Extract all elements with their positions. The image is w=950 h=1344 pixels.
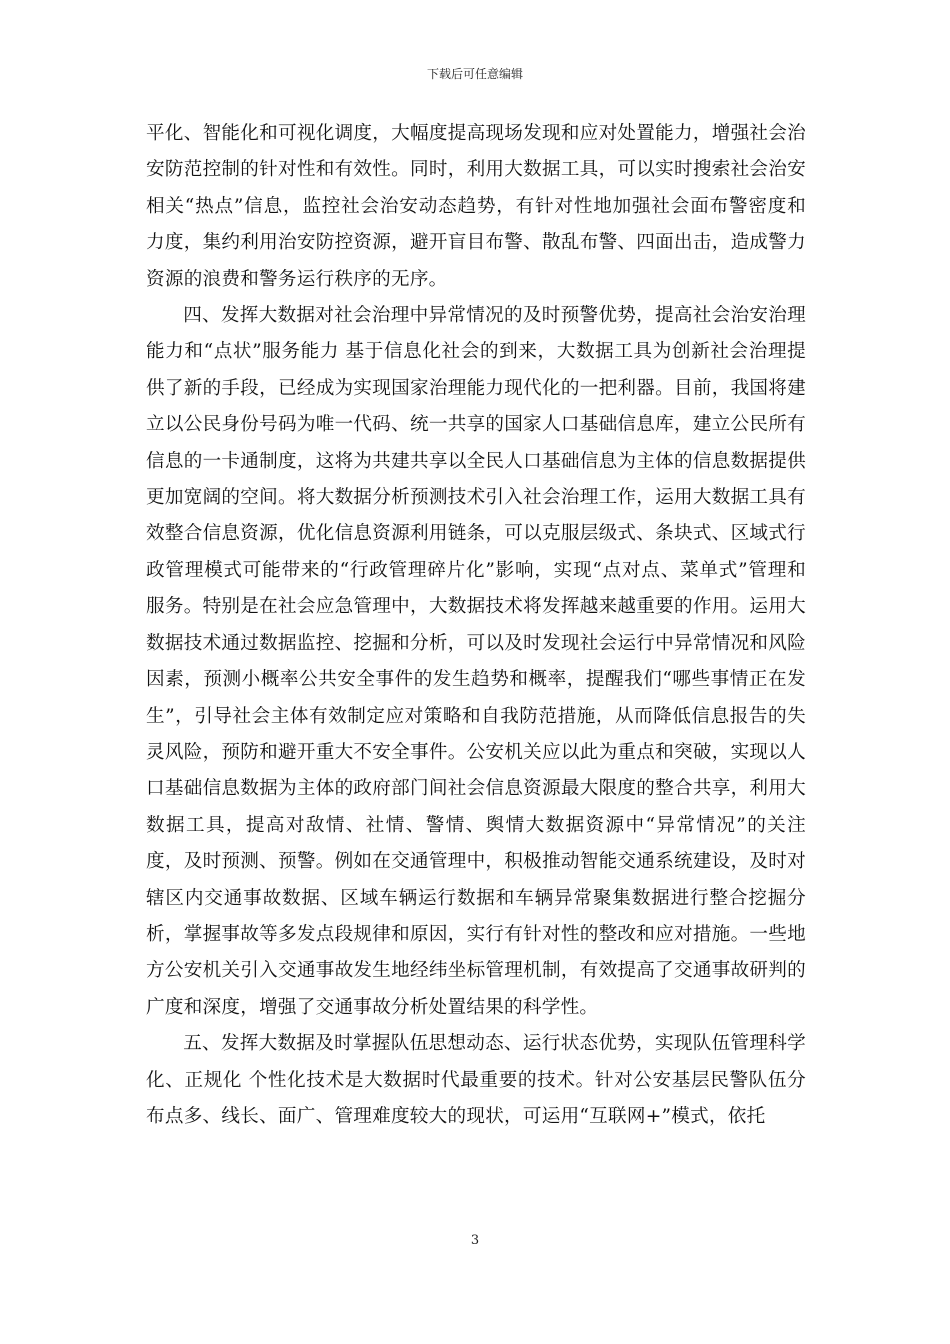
paragraph-section-five: 五、发挥大数据及时掌握队伍思想动态、运行状态优势，实现队伍管理科学化、正规化 个性化技术是大数据时代最重要的技术。针对公安基层民警队伍分布点多、线长、面广、管理难度较大的现状，可运用“互联网+”模式，依托 bbox=[146, 1033, 806, 1127]
body-text bbox=[146, 116, 806, 1135]
page-header: 下载后可任意编辑 bbox=[426, 67, 523, 81]
paragraph-section-four: 四、发挥大数据对社会治理中异常情况的及时预警优势，提高社会治安治理能力和“点状”服务能力 基于信息化社会的到来，大数据工具为创新社会治理提供了新的手段，已经成为实现国家治理能力现代化的一把利器。目前，我国将建立以公民身份号码为唯一代码、统一共享的国家人口基础信息库，建立公民所有信息的一卡通制度，这将为共建共享以全民人口基础信息为主体的信息数据提供更加宽阔的空间。将大数据分析预测技术引入社会治理工作，运用大数据工具有效整合信息资源，优化信息资源利用链条，可以克服层级式、条块式、区域式行政管理模式可能带来的“行政管理碎片化”影响，实现“点对点、菜单式”管理和服务。特别是在社会应急管理中，大数据技术将发挥越来越重要的作用。运用大数据技术通过数据监控、挖掘和分析，可以及时发现社会运行中异常情况和风险因素，预测小概率公共安全事件的发生趋势和概率，提醒我们“哪些事情正在发生”，引导社会主体有效制定应对策略和自我防范措施，从而降低信息报告的失灵风险，预防和避开重大不安全事件。公安机关应以此为重点和突破，实现以人口基础信息数据为主体的政府部门间社会信息资源最大限度的整合共享，利用大数据工具，提高对敌情、社情、警情、舆情大数据资源中“异常情况”的关注度，及时预测、预警。例如在交通管理中，积极推动智能交通系统建设，及时对辖区内交通事故数据、区域车辆运行数据和车辆异常聚集数据进行整合挖掘分析，掌握事故等多发点段规律和原因，实行有针对性的整改和应对措施。一些地方公安机关引入交通事故发生地经纬坐标管理机制，有效提高了交通事故研判的广度和深度，增强了交通事故分析处置结果的科学性。 bbox=[146, 305, 806, 1018]
page-number: 3 bbox=[470, 1233, 480, 1248]
paragraph-continuation: 平化、智能化和可视化调度，大幅度提高现场发现和应对处置能力，增强社会治安防范控制的针对性和有效性。同时，利用大数据工具，可以实时搜索社会治安相关“热点”信息，监控社会治安动态趋势，有针对性地加强社会面布警密度和力度，集约利用治安防控资源，避开盲目布警、散乱布警、四面出击，造成警力资源的浪费和警务运行秩序的无序。 bbox=[146, 123, 806, 290]
